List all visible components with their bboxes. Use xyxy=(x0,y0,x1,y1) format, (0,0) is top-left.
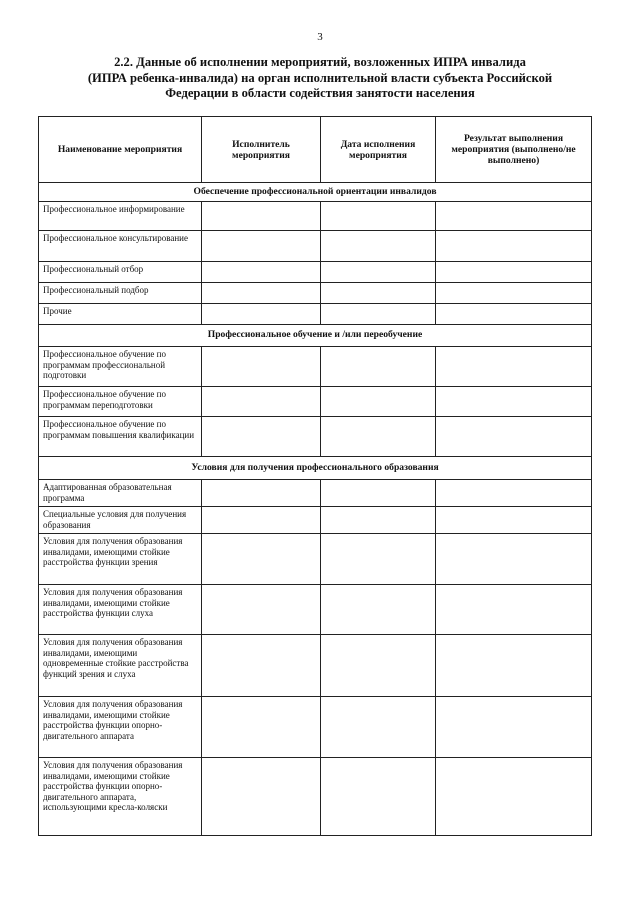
date-cell[interactable] xyxy=(321,758,436,836)
row-label: Профессиональное обучение по программам профессиональной подготовки xyxy=(39,347,202,387)
result-cell[interactable] xyxy=(436,283,592,304)
executor-cell[interactable] xyxy=(202,283,321,304)
table-row xyxy=(39,387,592,417)
result-cell[interactable] xyxy=(436,387,592,417)
row-label: Профессиональное обучение по программам повышения квалификации xyxy=(39,417,202,457)
row-label: Условия для получения образования инвалидами, имеющими стойкие расстройства функции зрения xyxy=(39,534,202,585)
result-cell[interactable] xyxy=(436,417,592,457)
date-cell[interactable] xyxy=(321,585,436,635)
result-cell[interactable] xyxy=(436,304,592,325)
executor-cell[interactable] xyxy=(202,697,321,758)
date-cell[interactable] xyxy=(321,417,436,457)
header-result: Результат выполнения мероприятия (выполнено/не выполнено) xyxy=(436,117,592,183)
row-label: Профессиональное консультирование xyxy=(39,231,202,262)
heading-line-1: 2.2. Данные об исполнении мероприятий, возложенных ИПРА инвалида xyxy=(114,55,526,69)
executor-cell[interactable] xyxy=(202,635,321,697)
row-label: Специальные условия для получения образования xyxy=(39,507,202,534)
table-row xyxy=(39,262,592,283)
date-cell[interactable] xyxy=(321,231,436,262)
header-executor: Исполнитель мероприятия xyxy=(202,117,321,183)
result-cell[interactable] xyxy=(436,231,592,262)
result-cell[interactable] xyxy=(436,585,592,635)
section-title: Обеспечение профессиональной ориентации инвалидов xyxy=(39,183,592,202)
date-cell[interactable] xyxy=(321,202,436,231)
row-label: Профессиональный подбор xyxy=(39,283,202,304)
row-label: Профессиональный отбор xyxy=(39,262,202,283)
row-label: Адаптированная образовательная программа xyxy=(39,480,202,507)
table-row xyxy=(39,304,592,325)
page-number: 3 xyxy=(317,31,323,43)
date-cell[interactable] xyxy=(321,507,436,534)
executor-cell[interactable] xyxy=(202,534,321,585)
table-row xyxy=(39,480,592,507)
heading-line-2: (ИПРА ребенка-инвалида) на орган исполнительной власти субъекта Российской xyxy=(87,70,553,85)
executor-cell[interactable] xyxy=(202,507,321,534)
result-cell[interactable] xyxy=(436,480,592,507)
table-row xyxy=(39,417,592,457)
executor-cell[interactable] xyxy=(202,262,321,283)
row-label: Прочие xyxy=(39,304,202,325)
executor-cell[interactable] xyxy=(202,202,321,231)
table-row xyxy=(39,231,592,262)
table-header-row xyxy=(39,117,592,183)
result-cell[interactable] xyxy=(436,534,592,585)
row-label: Условия для получения образования инвалидами, имеющими стойкие расстройства функции опорно-двигательного аппарата xyxy=(39,697,202,758)
table-row xyxy=(39,697,592,758)
date-cell[interactable] xyxy=(321,697,436,758)
executor-cell[interactable] xyxy=(202,231,321,262)
table-row xyxy=(39,534,592,585)
result-cell[interactable] xyxy=(436,635,592,697)
table-row xyxy=(39,585,592,635)
table-row xyxy=(39,347,592,387)
date-cell[interactable] xyxy=(321,387,436,417)
section-heading xyxy=(40,55,600,102)
section-row xyxy=(39,325,592,347)
date-cell[interactable] xyxy=(321,347,436,387)
table-row xyxy=(39,202,592,231)
result-cell[interactable] xyxy=(436,202,592,231)
row-label: Профессиональное информирование xyxy=(39,202,202,231)
section-row xyxy=(39,183,592,202)
table-row xyxy=(39,758,592,836)
section-title: Условия для получения профессионального образования xyxy=(39,457,592,480)
executor-cell[interactable] xyxy=(202,387,321,417)
executor-cell[interactable] xyxy=(202,758,321,836)
row-label: Условия для получения образования инвалидами, имеющими стойкие расстройства функции слуха xyxy=(39,585,202,635)
measures-table xyxy=(38,116,592,836)
table-row xyxy=(39,507,592,534)
header-execution-date: Дата исполнения мероприятия xyxy=(321,117,436,183)
executor-cell[interactable] xyxy=(202,304,321,325)
header-measure-name: Наименование мероприятия xyxy=(39,117,202,183)
result-cell[interactable] xyxy=(436,347,592,387)
section-row xyxy=(39,457,592,480)
result-cell[interactable] xyxy=(436,507,592,534)
result-cell[interactable] xyxy=(436,262,592,283)
table-row xyxy=(39,635,592,697)
row-label: Условия для получения образования инвалидами, имеющими стойкие расстройства функции опорно-двигательного аппарата, использующими кресла-коляски xyxy=(39,758,202,836)
result-cell[interactable] xyxy=(436,758,592,836)
executor-cell[interactable] xyxy=(202,417,321,457)
table-row xyxy=(39,283,592,304)
date-cell[interactable] xyxy=(321,480,436,507)
row-label: Профессиональное обучение по программам переподготовки xyxy=(39,387,202,417)
executor-cell[interactable] xyxy=(202,585,321,635)
result-cell[interactable] xyxy=(436,697,592,758)
heading-line-3: Федерации в области содействия занятости населения xyxy=(165,86,475,100)
date-cell[interactable] xyxy=(321,635,436,697)
date-cell[interactable] xyxy=(321,534,436,585)
executor-cell[interactable] xyxy=(202,480,321,507)
row-label: Условия для получения образования инвалидами, имеющими одновременные стойкие расстройства функций зрения и слуха xyxy=(39,635,202,697)
date-cell[interactable] xyxy=(321,304,436,325)
executor-cell[interactable] xyxy=(202,347,321,387)
date-cell[interactable] xyxy=(321,262,436,283)
section-title: Профессиональное обучение и /или переобучение xyxy=(39,325,592,347)
date-cell[interactable] xyxy=(321,283,436,304)
